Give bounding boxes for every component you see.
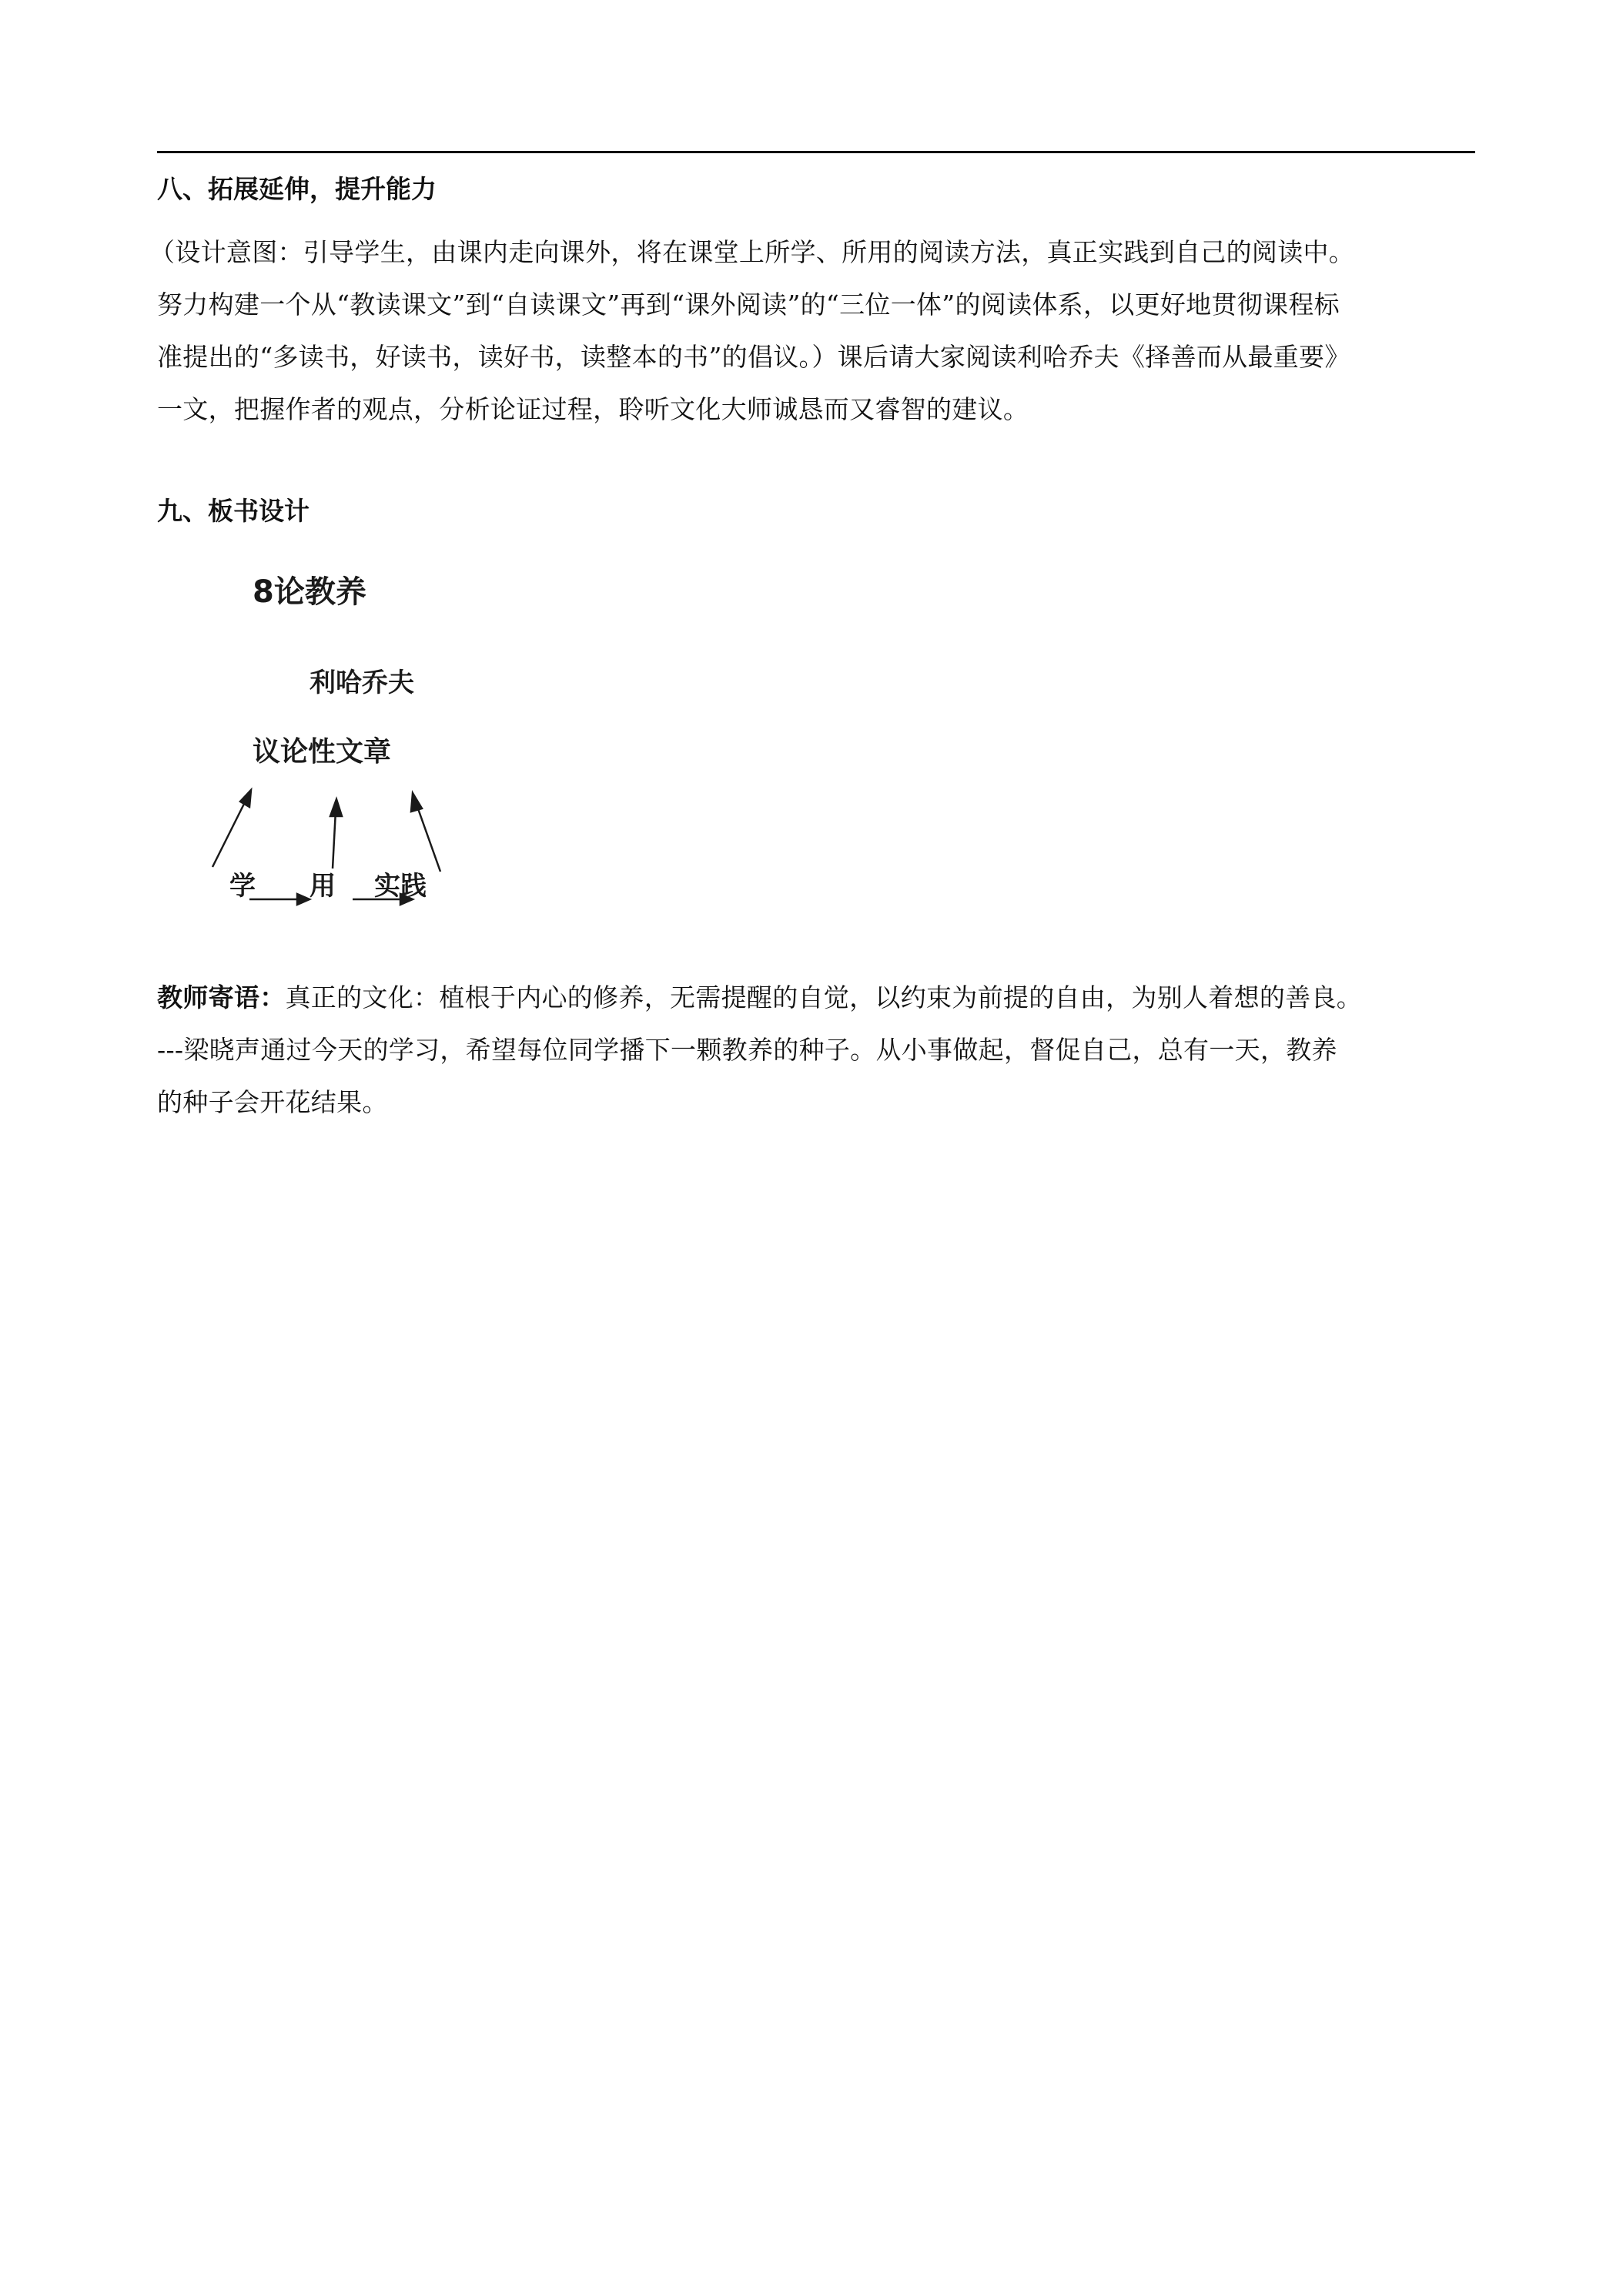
message-text: 真正的文化：植根于内心的修养，无需提醒的自觉，以约束为前提的自由，为别人着想的善良。 — [285, 982, 1363, 1012]
arrow-head-icon — [411, 793, 422, 812]
board-genre: 议论性文章 — [253, 736, 392, 768]
section-9-heading: 九、板书设计 — [157, 496, 310, 526]
board-author: 利哈乔夫 — [310, 668, 414, 698]
arrow-head-icon — [297, 894, 310, 905]
paragraph-line: （设计意图：引导学生，由课内走向课外，将在课堂上所学、所用的阅读方法，真正实践到自己的阅读中。 — [149, 237, 1355, 267]
board-title: 8论教养 — [253, 574, 366, 610]
message-label: 教师寄语： — [157, 982, 286, 1012]
arrow-up-middle — [333, 810, 336, 869]
arrow-up-right — [416, 802, 440, 872]
message-first-line — [157, 972, 1475, 1024]
header-rule — [157, 151, 1475, 153]
paragraph-line: 一文，把握作者的观点，分析论证过程，聆听文化大师诚恳而又睿智的建议。 — [157, 394, 1029, 424]
arrow-head-icon — [240, 790, 251, 807]
teacher-message — [157, 972, 1475, 1129]
arrow-head-icon — [330, 799, 342, 816]
board-step-learn: 学 — [229, 871, 256, 902]
board-step-use: 用 — [310, 871, 336, 902]
paragraph-line: 准提出的“多读书，好读书，读好书，读整本的书”的倡议。）课后请大家阅读利哈乔夫《择善而从最重要》 — [157, 342, 1350, 372]
section-8-paragraph — [149, 226, 1475, 436]
blackboard-design-diagram — [202, 562, 463, 916]
paragraph-line: 努力构建一个从“教读课文”到“自读课文”再到“课外阅读”的“三位一体”的阅读体系，以更好地贯彻课程标 — [157, 290, 1340, 320]
message-line: 的种子会开花结果。 — [157, 1087, 388, 1117]
arrow-up-left — [212, 799, 246, 867]
message-line: ---梁晓声通过今天的学习，希望每位同学播下一颗教养的种子。从小事做起，督促自己，总有一天，教养 — [157, 1035, 1337, 1065]
board-step-practice: 实践 — [374, 871, 427, 902]
section-8-heading: 八、拓展延伸，提升能力 — [157, 174, 437, 204]
